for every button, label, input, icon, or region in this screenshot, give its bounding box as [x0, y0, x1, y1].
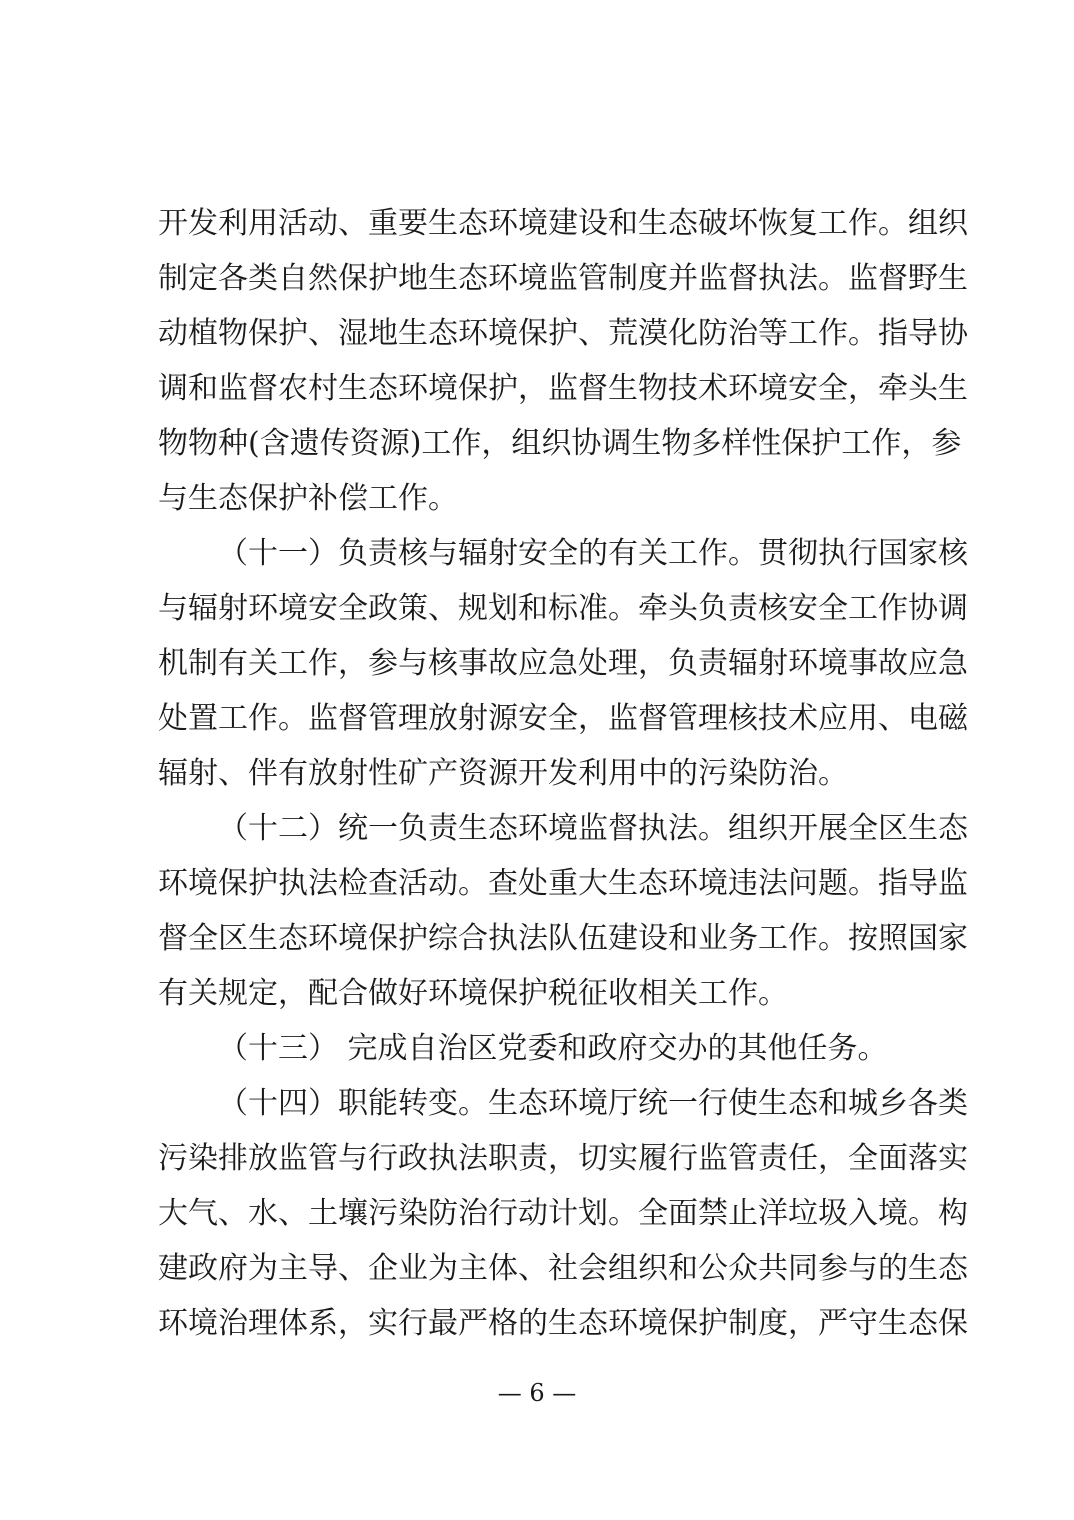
paragraph-line: 大气、水、土壤污染防治行动计划。全面禁止洋垃圾入境。构 [158, 1196, 968, 1231]
paragraph-line: 建政府为主导、企业为主体、社会组织和公众共同参与的生态 [158, 1251, 968, 1286]
paragraph-line: 处置工作。监督管理放射源安全，监督管理核技术应用、电磁 [158, 701, 968, 736]
paragraph-line: 环境保护执法检查活动。查处重大生态环境违法问题。指导监 [158, 866, 968, 901]
paragraph-line: 环境治理体系，实行最严格的生态环境保护制度，严守生态保 [158, 1306, 968, 1341]
paragraph-line: 污染排放监管与行政执法职责，切实履行监管责任，全面落实 [158, 1141, 968, 1176]
paragraph-line: 制定各类自然保护地生态环境监管制度并监督执法。监督野生 [158, 261, 968, 296]
paragraph-line: 机制有关工作，参与核事故应急处理，负责辐射环境事故应急 [158, 646, 968, 681]
paragraph-line: 督全区生态环境保护综合执法队伍建设和业务工作。按照国家 [158, 921, 968, 956]
paragraph-first-line: （十四）职能转变。生态环境厅统一行使生态和城乡各类 [218, 1086, 968, 1121]
page-number: — 6 — [497, 1379, 577, 1407]
paragraph-line: 动植物保护、湿地生态环境保护、荒漠化防治等工作。指导协 [158, 316, 968, 351]
paragraph-line: 与辐射环境安全政策、规划和标准。牵头负责核安全工作协调 [158, 591, 968, 626]
paragraph-first-line: （十一）负责核与辐射安全的有关工作。贯彻执行国家核 [218, 536, 968, 571]
paragraph-line: 物物种(含遗传资源)工作，组织协调生物多样性保护工作，参 [158, 426, 962, 461]
paragraph-line: 有关规定，配合做好环境保护税征收相关工作。 [158, 976, 788, 1011]
paragraph-line: 调和监督农村生态环境保护，监督生物技术环境安全，牵头生 [158, 371, 968, 406]
paragraph-line: 开发利用活动、重要生态环境建设和生态破坏恢复工作。组织 [158, 206, 968, 241]
paragraph-first-line: （十三） 完成自治区党委和政府交办的其他任务。 [218, 1031, 888, 1066]
paragraph-line: 与生态保护补偿工作。 [158, 481, 458, 516]
paragraph-line: 辐射、伴有放射性矿产资源开发利用中的污染防治。 [158, 756, 848, 791]
paragraph-first-line: （十二）统一负责生态环境监督执法。组织开展全区生态 [218, 811, 968, 846]
